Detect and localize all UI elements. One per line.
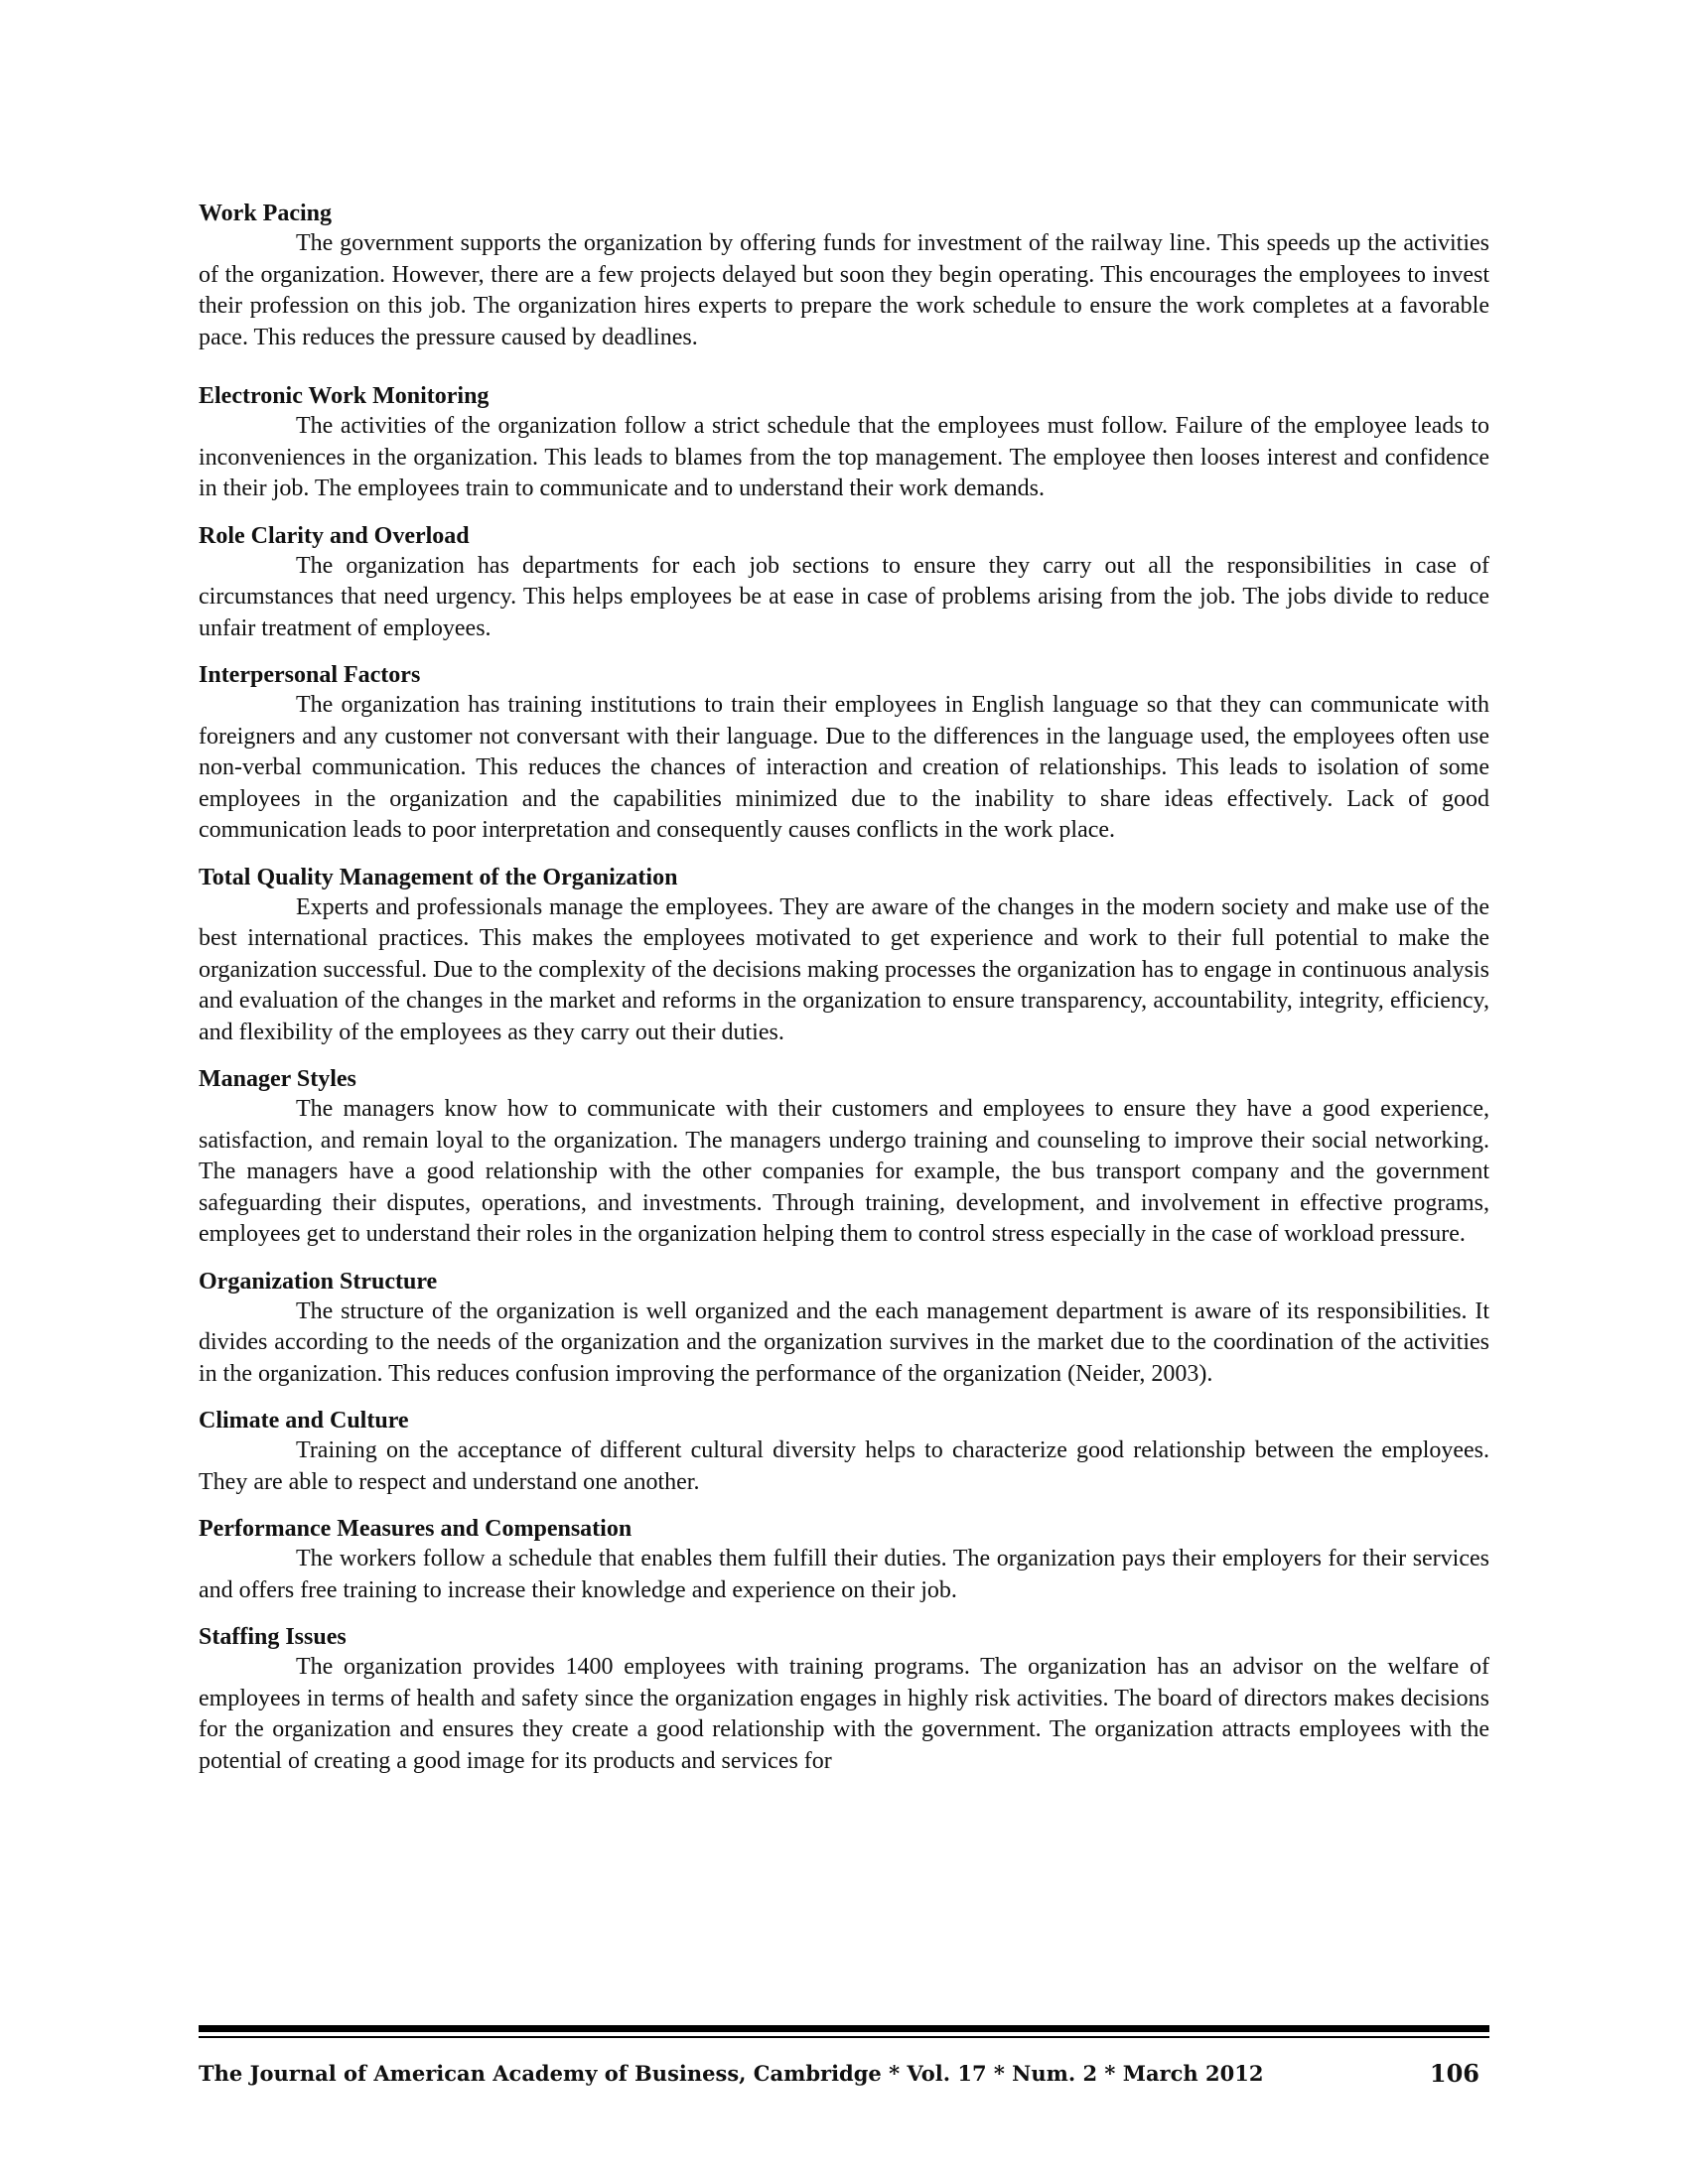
- section-heading: Work Pacing: [199, 201, 333, 226]
- section-electronic-work-monitoring: [199, 381, 1489, 505]
- footer-rule-thick: [199, 2025, 1489, 2032]
- section-paragraph: The activities of the organization follow a strict schedule that the employees must follow. Failure of the employee leads to inconveniences in the organization. This leads to blames from the top management. The employee then looses interest and confidence in their job. The employees train to communicate and to understand their work demands.: [199, 413, 1489, 501]
- section-heading: Manager Styles: [199, 1066, 356, 1092]
- section-staffing-issues: [199, 1622, 1489, 1777]
- section-heading: Staffing Issues: [199, 1624, 347, 1650]
- section-interpersonal-factors: [199, 660, 1489, 847]
- section-paragraph: The organization has training institutions to train their employees in English language so that they can communicate with foreigners and any customer not conversant with their language. Due to the differences in the language used, the employees often use non-verbal communication. This reduces the chances of interaction and creation of relationships. This leads to isolation of some employees in the organization and the capabilities minimized due to the inability to share ideas effectively. Lack of good communication leads to poor interpretation and consequently causes conflicts in the work place.: [199, 692, 1489, 843]
- journal-citation: The Journal of American Academy of Business, Cambridge * Vol. 17 * Num. 2 * March 2012: [199, 2061, 1264, 2086]
- section-manager-styles: [199, 1064, 1489, 1251]
- section-heading: Climate and Culture: [199, 1408, 409, 1433]
- page-footer: [199, 2057, 1489, 2091]
- section-total-quality-management: [199, 863, 1489, 1049]
- section-heading: Electronic Work Monitoring: [199, 383, 490, 409]
- section-role-clarity: [199, 521, 1489, 645]
- section-heading: Organization Structure: [199, 1268, 438, 1295]
- section-paragraph: The government supports the organization by offering funds for investment of the railway line. This speeds up the activities of the organization. However, there are a few projects delayed but soon they begin operating. This encourages the employees to invest their profession on this job. The organization hires experts to prepare the work schedule to ensure the work completes at a favorable pace. This reduces the pressure caused by deadlines.: [199, 230, 1489, 350]
- section-paragraph: The structure of the organization is well organized and the each management department is aware of its responsibilities. It divides according to the needs of the organization and the organization survives in the market due to the coordination of the activities in the organization. This reduces confusion improving the performance of the organization (Neider, 2003).: [199, 1297, 1489, 1387]
- section-heading: Performance Measures and Compensation: [199, 1516, 633, 1542]
- section-paragraph: The organization provides 1400 employees with training programs. The organization has an advisor on the welfare of employees in terms of health and safety since the organization engages in highly risk activities. The board of directors makes decisions for the organization and ensures they create a good relationship with the government. The organization attracts employees with the potential of creating a good image for its products and services for: [199, 1654, 1489, 1774]
- section-heading: Interpersonal Factors: [199, 662, 421, 688]
- section-organization-structure: [199, 1267, 1489, 1391]
- section-heading: Role Clarity and Overload: [199, 522, 470, 549]
- section-climate-culture: [199, 1406, 1489, 1498]
- section-paragraph: The managers know how to communicate with their customers and employees to ensure they have a good experience, satisfaction, and remain loyal to the organization. The managers undergo training and counseling to improve their social networking. The managers have a good relationship with the other companies for example, the bus transport company and the government safeguarding their disputes, operations, and investments. Through training, development, and involvement in effective programs, employees get to understand their roles in the organization helping them to control stress especially in the case of workload pressure.: [199, 1096, 1489, 1247]
- page-body: [199, 199, 1489, 1793]
- section-work-pacing: [199, 199, 1489, 353]
- footer-rule-thin: [199, 2036, 1489, 2038]
- page-number: 106: [1429, 2059, 1479, 2088]
- section-paragraph: Experts and professionals manage the employees. They are aware of the changes in the modern society and make use of the best international practices. This makes the employees motivated to get experience and work to their full potential to make the organization successful. Due to the complexity of the decisions making processes the organization has to engage in continuous analysis and evaluation of the changes in the market and reforms in the organization to ensure transparency, accountability, integrity, efficiency, and flexibility of the employees as they carry out their duties.: [199, 893, 1489, 1045]
- section-paragraph: The organization has departments for each job sections to ensure they carry out all the responsibilities in case of circumstances that need urgency. This helps employees be at ease in case of problems arising from the job. The jobs divide to reduce unfair treatment of employees.: [199, 552, 1489, 641]
- section-paragraph: The workers follow a schedule that enables them fulfill their duties. The organization pays their employers for their services and offers free training to increase their knowledge and experience on their job.: [199, 1546, 1489, 1603]
- section-heading: Total Quality Management of the Organization: [199, 864, 678, 890]
- section-paragraph: Training on the acceptance of different cultural diversity helps to characterize good relationship between the employees. They are able to respect and understand one another.: [199, 1437, 1489, 1495]
- section-performance-measures: [199, 1514, 1489, 1606]
